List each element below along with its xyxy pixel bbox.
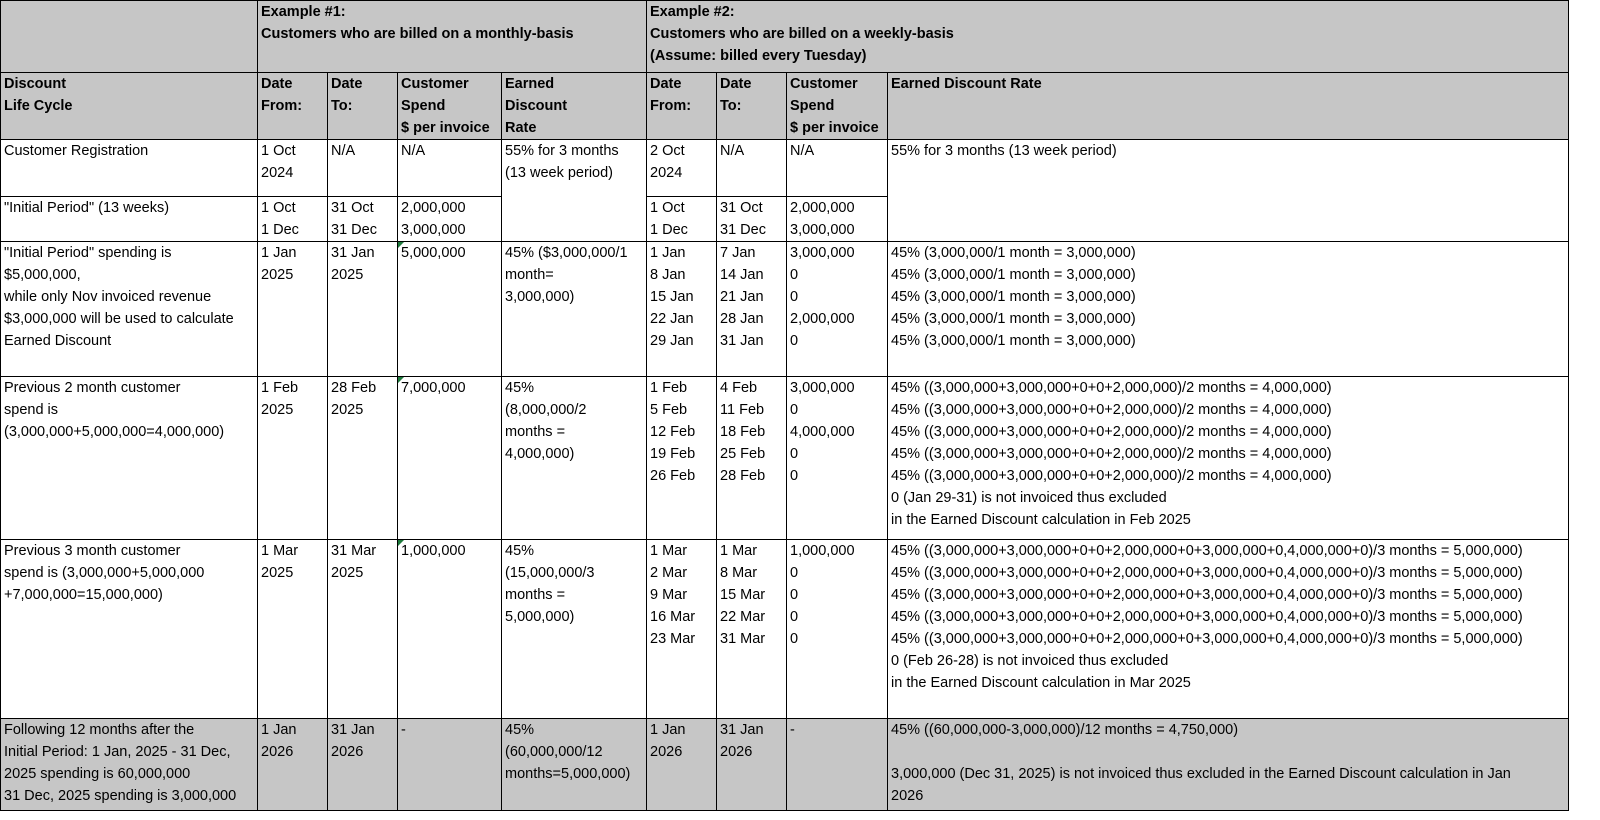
cell-text: 2024 [650,165,683,181]
cell-text: months = [505,424,566,440]
cell-text: 45% (3,000,000/1 month = 3,000,000) [891,311,1136,327]
cell-text: Following 12 months after the [4,722,195,738]
table-row [1,377,1569,540]
cell-text: 1,000,000 [790,543,855,559]
cell-text: 45% [505,543,535,559]
cell-text: 23 Mar [650,631,696,647]
cell-text: Customer Registration [4,143,149,159]
cell-text: 2 Mar [650,565,688,581]
cell-text: 21 Jan [720,289,764,305]
cell-text: 2 Oct [650,143,685,159]
cell-text: "Initial Period" (13 weeks) [4,200,170,216]
cell-date-from-weekly [647,540,717,719]
cell-text: 45% ((3,000,000+3,000,000+0+0+2,000,000+0+3,000,000+0,4,000,000+0)/3 months = 5,000,000) [891,609,1523,625]
col-header-text: Spend [790,98,835,114]
cell-text: N/A [720,143,745,159]
cell-text: 1 Jan [261,722,297,738]
cell-date-from [258,140,328,197]
col-header-date-from-weekly [647,73,717,140]
cell-text: 1 Mar [720,543,758,559]
cell-text: 22 Jan [650,311,694,327]
cell-text: 7,000,000 [401,380,466,396]
cell-text: 2025 [331,267,364,283]
cell-text: 1 Oct [261,143,296,159]
cell-text: 2026 [331,744,364,760]
cell-text: (60,000,000/12 [505,744,603,760]
cell-text: 3,000,000 [790,245,855,261]
cell-text: 25 Feb [720,446,766,462]
cell-text: 31 Mar [331,543,377,559]
col-header-text: Date [720,76,752,92]
cell-text: 22 Mar [720,609,766,625]
col-header-text: Earned Discount Rate [891,76,1042,92]
cell-date-to [328,540,398,719]
cell-spend [398,377,502,540]
example2-note: (Assume: billed every Tuesday) [650,48,867,64]
cell-date-to [328,377,398,540]
cell-text: 15 Jan [650,289,694,305]
cell-text: 3,000,000 [401,222,466,238]
cell-spend [398,719,502,811]
cell-spend-weekly [787,719,888,811]
cell-lifecycle [1,719,258,811]
cell-text: 29 Jan [650,333,694,349]
cell-text: 18 Feb [720,424,766,440]
col-header-lifecycle [1,73,258,140]
cell-spend [398,242,502,377]
cell-earned-rate-weekly [888,719,1569,811]
cell-spend-weekly [787,140,888,197]
col-header-text: Date [261,76,293,92]
cell-earned-rate [502,242,647,377]
cell-text: 3,000,000 (Dec 31, 2025) is not invoiced thus excluded in the Earned Discount calculation in Jan [891,766,1511,782]
cell-text: 31 Dec [331,222,377,238]
cell-text: 31 Oct [720,200,763,216]
col-header-text: From: [650,98,692,114]
col-header-date-from [258,73,328,140]
cell-text: 0 [790,587,799,603]
cell-text: 31 Oct [331,200,374,216]
cell-text: 1 Jan [650,245,686,261]
cell-text: 31 Mar [720,631,766,647]
col-header-text: From: [261,98,303,114]
cell-text: in the Earned Discount calculation in Feb 2025 [891,512,1191,528]
cell-text: 0 (Feb 26-28) is not invoiced thus excluded [891,653,1169,669]
cell-text: - [790,722,795,738]
cell-text: 2025 [261,565,294,581]
cell-text: 45% (3,000,000/1 month = 3,000,000) [891,267,1136,283]
cell-text: 2025 [331,402,364,418]
col-header-text: $ per invoice [401,120,490,136]
cell-text: 45% ((3,000,000+3,000,000+0+0+2,000,000+0+3,000,000+0,4,000,000+0)/3 months = 5,000,000) [891,565,1523,581]
cell-text: Initial Period: 1 Jan, 2025 - 31 Dec, [4,744,231,760]
cell-text: 1 Jan [650,722,686,738]
cell-earned-rate-weekly [888,540,1569,719]
cell-text: Previous 3 month customer [4,543,181,559]
cell-text: 45% ((60,000,000-3,000,000)/12 months = 4,750,000) [891,722,1239,738]
table-row [1,140,1569,197]
cell-text: 0 (Jan 29-31) is not invoiced thus excluded [891,490,1167,506]
cell-text: 2026 [261,744,294,760]
cell-text: 31 Jan [720,333,764,349]
col-header-earned [502,73,647,140]
cell-text: 2,000,000 [401,200,466,216]
cell-text: 19 Feb [650,446,696,462]
cell-date-to-weekly [717,140,787,197]
cell-text: 31 Jan [720,722,764,738]
cell-date-to-weekly [717,377,787,540]
cell-text: 31 Dec, 2025 spending is 3,000,000 [4,788,237,804]
cell-date-from [258,540,328,719]
cell-text: 4 Feb [720,380,758,396]
cell-spend [398,140,502,197]
cell-text: 45% ((3,000,000+3,000,000+0+0+2,000,000)/2 months = 4,000,000) [891,380,1332,396]
col-header-text: Spend [401,98,446,114]
cell-text: 1 Mar [650,543,688,559]
cell-date-from [258,197,328,242]
cell-date-to [328,197,398,242]
cell-text: 45% ((3,000,000+3,000,000+0+0+2,000,000)/2 months = 4,000,000) [891,402,1332,418]
example1-subtitle: Customers who are billed on a monthly-basis [261,26,574,42]
cell-text: 31 Dec [720,222,766,238]
cell-text: 0 [790,446,799,462]
col-header-spend-weekly [787,73,888,140]
cell-text: 2,000,000 [790,200,855,216]
cell-text: (13 week period) [505,165,613,181]
cell-text: months=5,000,000) [505,766,631,782]
col-header-text: Customer [790,76,858,92]
cell-date-from-weekly [647,719,717,811]
cell-text: 0 [790,402,799,418]
cell-text: 1 Feb [261,380,299,396]
example2-subtitle: Customers who are billed on a weekly-basis [650,26,954,42]
cell-date-to-weekly [717,197,787,242]
cell-date-from-weekly [647,197,717,242]
cell-text: spend is [4,402,59,418]
cell-text: - [401,722,406,738]
cell-text: 28 Feb [331,380,377,396]
cell-spend-weekly [787,242,888,377]
cell-date-from-weekly [647,242,717,377]
cell-text: 3,000,000) [505,289,575,305]
example-header-row [1,1,1569,73]
cell-date-to [328,140,398,197]
cell-date-from-weekly [647,140,717,197]
cell-text: Earned Discount [4,333,112,349]
cell-text: 2024 [261,165,294,181]
cell-text: 2026 [720,744,753,760]
cell-date-to-weekly [717,540,787,719]
cell-text: N/A [331,143,356,159]
cell-text: 0 [790,289,799,305]
cell-text: 3,000,000 [790,222,855,238]
cell-text: (15,000,000/3 [505,565,595,581]
cell-text: 28 Jan [720,311,764,327]
cell-date-to [328,719,398,811]
cell-text: 2025 spending is 60,000,000 [4,766,191,782]
cell-text: month= [505,267,554,283]
example2-title: Example #2: [650,4,735,20]
col-header-text: Discount [505,98,568,114]
cell-spend [398,197,502,242]
cell-earned-rate [502,140,647,242]
col-header-text: Rate [505,120,537,136]
cell-date-from [258,242,328,377]
col-header-text: $ per invoice [790,120,879,136]
cell-text: 1 Oct [650,200,685,216]
cell-text: while only Nov invoiced revenue [4,289,212,305]
cell-text: 3,000,000 [790,380,855,396]
cell-text: 55% for 3 months (13 week period) [891,143,1117,159]
cell-text: $5,000,000, [4,267,81,283]
cell-text: 45% ((3,000,000+3,000,000+0+0+2,000,000+0+3,000,000+0,4,000,000+0)/3 months = 5,000,000) [891,543,1523,559]
cell-text: 28 Feb [720,468,766,484]
col-header-earned-weekly [888,73,1569,140]
cell-text: 5,000,000 [401,245,466,261]
cell-text: 26 Feb [650,468,696,484]
cell-spend-weekly [787,197,888,242]
cell-date-to-weekly [717,242,787,377]
cell-text: (3,000,000+5,000,000=4,000,000) [4,424,225,440]
cell-text: N/A [790,143,815,159]
cell-text: 45% ((3,000,000+3,000,000+0+0+2,000,000)/2 months = 4,000,000) [891,468,1332,484]
col-header-text: Customer [401,76,469,92]
example1-title: Example #1: [261,4,346,20]
cell-text: 8 Mar [720,565,758,581]
col-header-text: To: [331,98,353,114]
col-header-date-to [328,73,398,140]
cell-text: 16 Mar [650,609,696,625]
cell-text: 45% (3,000,000/1 month = 3,000,000) [891,289,1136,305]
cell-date-to-weekly [717,719,787,811]
cell-text: 1 Dec [261,222,299,238]
cell-text: 14 Jan [720,267,764,283]
cell-text: 0 [790,267,799,283]
cell-text: 2025 [331,565,364,581]
cell-text: 45% (3,000,000/1 month = 3,000,000) [891,245,1136,261]
cell-text: +7,000,000=15,000,000) [4,587,163,603]
cell-text: 5 Feb [650,402,688,418]
col-header-date-to-weekly [717,73,787,140]
cell-text: 31 Jan [331,245,375,261]
cell-lifecycle [1,197,258,242]
cell-text: 5,000,000) [505,609,575,625]
cell-text: 0 [790,565,799,581]
cell-text [891,741,1565,763]
cell-date-to [328,242,398,377]
cell-lifecycle [1,377,258,540]
cell-text: 8 Jan [650,267,686,283]
cell-earned-rate-weekly [888,242,1569,377]
cell-text: 1 Dec [650,222,688,238]
cell-spend-weekly [787,377,888,540]
cell-text: 45% ($3,000,000/1 [505,245,628,261]
cell-text: 9 Mar [650,587,688,603]
cell-date-from-weekly [647,377,717,540]
col-header-text: Discount [4,76,67,92]
cell-text: 31 Jan [331,722,375,738]
cell-text: (8,000,000/2 [505,402,587,418]
example2-header-cell [647,1,1569,73]
cell-text: 45% ((3,000,000+3,000,000+0+0+2,000,000+0+3,000,000+0,4,000,000+0)/3 months = 5,000,000) [891,631,1523,647]
cell-text: 0 [790,609,799,625]
col-header-text: To: [720,98,742,114]
cell-earned-rate [502,719,647,811]
cell-spend [398,540,502,719]
table-row [1,719,1569,811]
cell-text: in the Earned Discount calculation in Mar 2025 [891,675,1191,691]
cell-text: 0 [790,631,799,647]
cell-text: "Initial Period" spending is [4,245,172,261]
example1-header-cell [258,1,647,73]
cell-earned-rate [502,377,647,540]
cell-text: months = [505,587,566,603]
cell-text: 2026 [891,788,924,804]
cell-text: 1 Oct [261,200,296,216]
cell-text: 45% [505,722,535,738]
cell-text: 0 [790,468,799,484]
cell-text: 2026 [650,744,683,760]
col-header-text: Earned [505,76,555,92]
cell-earned-rate-weekly [888,377,1569,540]
cell-text: 1 Jan [261,245,297,261]
cell-text: 45% ((3,000,000+3,000,000+0+0+2,000,000)/2 months = 4,000,000) [891,446,1332,462]
cell-date-from [258,719,328,811]
table-row [1,540,1569,719]
cell-text: 12 Feb [650,424,696,440]
cell-text: 45% (3,000,000/1 month = 3,000,000) [891,333,1136,349]
cell-earned-rate-weekly [888,140,1569,242]
table-row [1,242,1569,377]
column-header-row [1,73,1569,140]
col-header-text: Life Cycle [4,98,73,114]
cell-text: 45% ((3,000,000+3,000,000+0+0+2,000,000)/2 months = 4,000,000) [891,424,1332,440]
cell-earned-rate [502,540,647,719]
cell-text: 1 Feb [650,380,688,396]
cell-date-from [258,377,328,540]
cell-text: N/A [401,143,426,159]
cell-text: 2025 [261,267,294,283]
col-header-text: Date [331,76,363,92]
col-header-spend [398,73,502,140]
header-blank-cell [1,1,258,73]
cell-text: 7 Jan [720,245,756,261]
cell-text: 45% ((3,000,000+3,000,000+0+0+2,000,000+0+3,000,000+0,4,000,000+0)/3 months = 5,000,000) [891,587,1523,603]
cell-text: 15 Mar [720,587,766,603]
cell-text: 2,000,000 [790,311,855,327]
cell-text: 2025 [261,402,294,418]
cell-text: 11 Feb [720,402,765,418]
cell-lifecycle [1,140,258,197]
cell-text: 4,000,000 [790,424,855,440]
cell-text: 45% [505,380,535,396]
cell-text: 4,000,000) [505,446,575,462]
cell-text: 55% for 3 months [505,143,619,159]
col-header-text: Date [650,76,682,92]
cell-text: Previous 2 month customer [4,380,181,396]
cell-spend-weekly [787,540,888,719]
cell-text: $3,000,000 will be used to calculate [4,311,234,327]
cell-lifecycle [1,540,258,719]
cell-text: 1,000,000 [401,543,466,559]
cell-lifecycle [1,242,258,377]
cell-text: 0 [790,333,799,349]
cell-text: spend is (3,000,000+5,000,000 [4,565,205,581]
cell-text: 1 Mar [261,543,299,559]
